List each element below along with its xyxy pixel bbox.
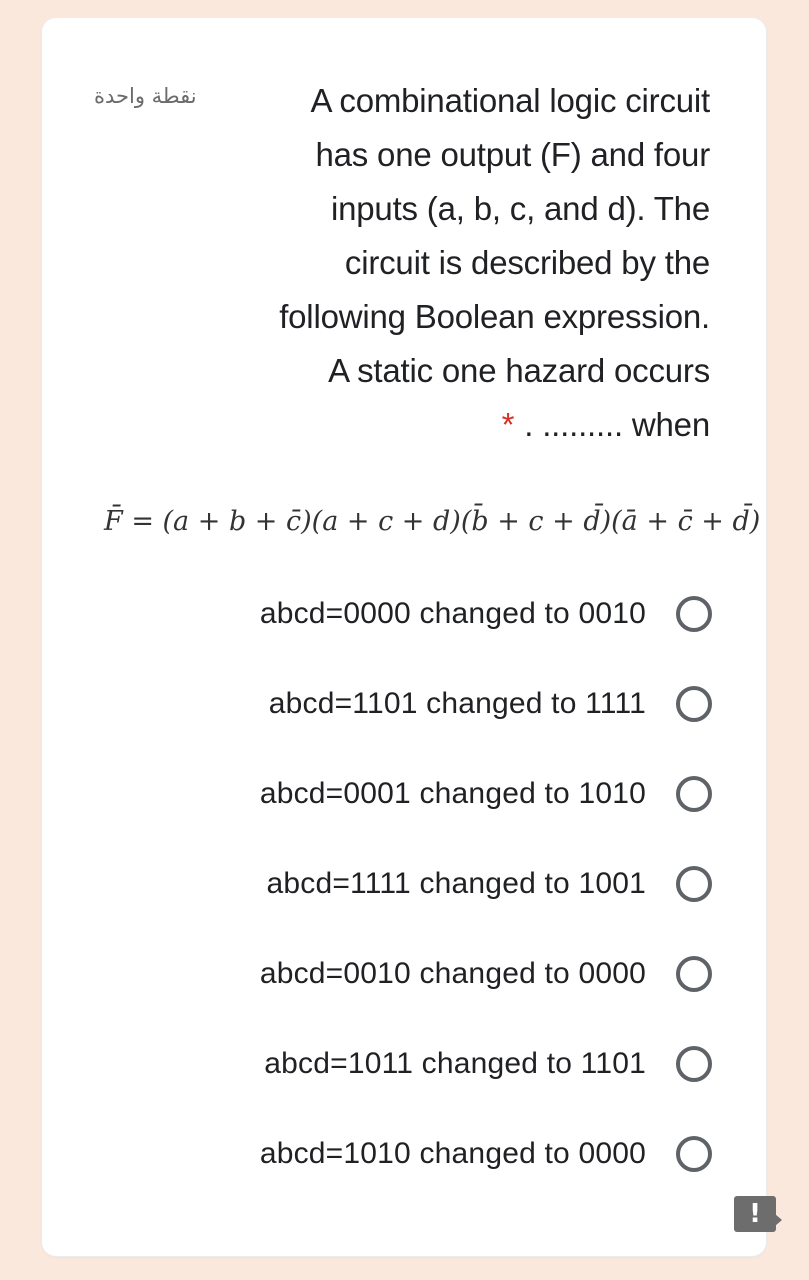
option-5[interactable] bbox=[260, 950, 712, 998]
radio-circle-icon[interactable] bbox=[676, 866, 712, 902]
radio-circle-icon[interactable] bbox=[676, 1046, 712, 1082]
option-4[interactable] bbox=[266, 860, 712, 908]
question-line: A combinational logic circuit bbox=[310, 82, 710, 119]
radio-circle-icon[interactable] bbox=[676, 686, 712, 722]
option-label: abcd=0001 changed to 1010 bbox=[259, 777, 646, 810]
question-line: A static one hazard occurs bbox=[328, 352, 710, 389]
question-line: following Boolean expression. bbox=[279, 298, 710, 335]
option-label: abcd=0010 changed to 0000 bbox=[259, 957, 646, 990]
boolean-expression: F̄ = (a + b + c̄)(a + c + d)(b̄ + c + d̄)(ā + c̄ + d̄) bbox=[104, 506, 761, 537]
option-label: abcd=1010 changed to 0000 bbox=[259, 1137, 646, 1170]
points-label: نقطة واحدة bbox=[94, 84, 197, 108]
radio-circle-icon[interactable] bbox=[676, 596, 712, 632]
question-last-line bbox=[190, 398, 710, 452]
question-line: inputs (a, b, c, and d). The bbox=[330, 190, 710, 227]
option-1[interactable] bbox=[260, 590, 712, 638]
question-line: circuit is described by the bbox=[344, 244, 710, 281]
question-line-end: . ......... when bbox=[524, 406, 710, 443]
option-label: abcd=1111 changed to 1001 bbox=[266, 867, 646, 900]
radio-circle-icon[interactable] bbox=[676, 956, 712, 992]
option-7[interactable] bbox=[260, 1130, 712, 1178]
option-6[interactable] bbox=[264, 1040, 712, 1088]
radio-circle-icon[interactable] bbox=[676, 1136, 712, 1172]
radio-circle-icon[interactable] bbox=[676, 776, 712, 812]
report-feedback-icon[interactable]: ! bbox=[734, 1196, 776, 1232]
option-label: abcd=0000 changed to 0010 bbox=[259, 597, 646, 630]
question-text bbox=[190, 74, 710, 452]
option-3[interactable] bbox=[260, 770, 712, 818]
option-2[interactable] bbox=[269, 680, 712, 728]
required-asterisk: * bbox=[501, 406, 515, 443]
option-label: abcd=1011 changed to 1101 bbox=[264, 1047, 646, 1080]
question-card bbox=[42, 18, 766, 1256]
option-label: abcd=1101 changed to 1111 bbox=[268, 687, 646, 720]
question-line: has one output (F) and four bbox=[315, 136, 710, 173]
